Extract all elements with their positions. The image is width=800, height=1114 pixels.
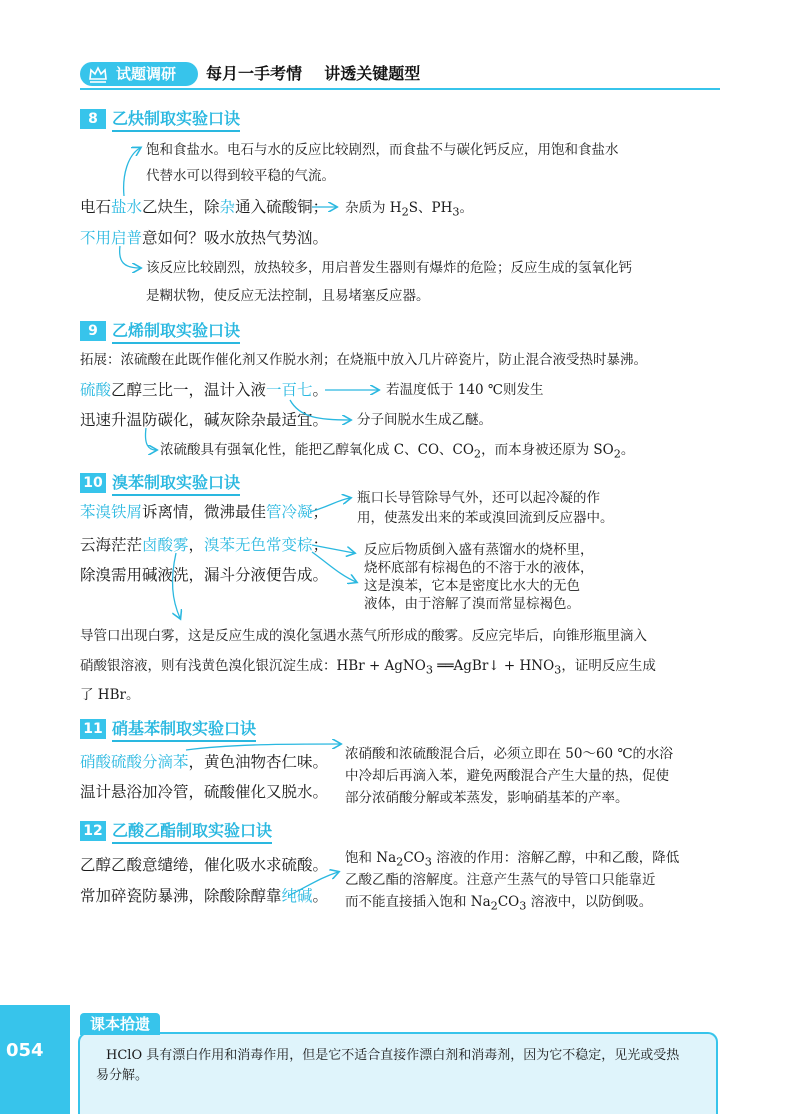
poem-line: 苯溴铁屑诉离情，微沸最佳管冷凝； [80,503,329,521]
note-line: 用，使蒸发出来的苯或溴回流到反应器中。 [357,510,614,526]
footer-text-line: HClO 具有漂白作用和消毒作用，但是它不适合直接作漂白剂和消毒剂，因为它不稳定，见光或受热 [106,1048,680,1063]
note-line: 部分浓硝酸分解或苯蒸发，影响硝基苯的产率。 [345,790,629,806]
note-line: 饱和 $Na_2CO_3$ 溶液的作用：溶解乙醇，中和乙酸，降低 [345,850,680,869]
section-9-heading [80,318,240,340]
paragraph-line: 导管口出现白雾，这是反应生成的溴化氢遇水蒸气所形成的酸雾。反应完毕后，向锥形瓶里滴入 [80,628,647,644]
section-8-heading [80,106,240,128]
poem-line: 常加碎瓷防暴沸，除酸除醇靠纯碱。 [80,887,329,905]
section-10-heading [80,470,240,492]
poem-line: 除溴需用碱液洗，漏斗分液便告成。 [80,566,329,584]
poem-line: 温计悬浴加冷管，硫酸催化又脱水。 [80,783,329,801]
section-number: 11 [80,719,106,739]
note-line: 这是溴苯，它本是密度比水大的无色 [364,578,580,594]
note-line: 该反应比较剧烈，放热较多，用启普发生器则有爆炸的危险；反应生成的氢氧化钙 [146,260,632,276]
section-number: 8 [80,109,106,129]
note-line: 中冷却后再滴入苯，避免两酸混合产生大量的热，促使 [345,768,669,784]
section-title: 乙酸乙酯制取实验口诀 [112,818,272,844]
section-title: 乙炔制取实验口诀 [112,106,240,132]
note-line: 是糊状物，使反应无法控制，且易堵塞反应器。 [146,288,430,304]
note-line: 杂质为 $H_2S$、$PH_3$。 [345,200,474,219]
header-badge-text: 试题调研 [116,65,177,83]
header-divider [80,88,720,90]
poem-line: 硝酸硫酸分滴苯，黄色油物杏仁味。 [80,753,329,771]
note-line: 液体，由于溶解了溴而常显棕褐色。 [364,596,580,612]
crown-icon [86,62,110,86]
paragraph-line: 硝酸银溶液，则有浅黄色溴化银沉淀生成：HBr + AgNO$_3$ ══AgBr↓ + $HNO_3$，证明反应生成 [80,658,656,677]
note-line: 代替水可以得到较平稳的气流。 [146,168,335,184]
poem-line: 乙醇乙酸意缱绻，催化吸水求硫酸。 [80,856,329,874]
poem-line: 硫酸乙醇三比一，温计入液一百七。 [80,381,329,399]
note-line: 浓硝酸和浓硫酸混合后，必须立即在 50～60 ℃的水浴 [345,746,674,762]
footer-label: 课本拾遗 [80,1013,160,1035]
section-number: 12 [80,821,106,841]
note-line: 浓硫酸具有强氧化性，能把乙醇氧化成 C、CO、$CO_2$，而本身被还原为 $SO_2$。 [160,442,635,461]
poem-line: 电石盐水乙炔生，除杂通入硫酸铜； [80,198,329,216]
header-slogan: 每月一手考情 讲透关键题型 [206,64,421,83]
expand-line: 拓展：浓硫酸在此既作催化剂又作脱水剂；在烧瓶中放入几片碎瓷片，防止混合液受热时暴沸。 [80,352,647,368]
header-badge [80,62,198,86]
section-number: 10 [80,473,106,493]
poem-line: 迅速升温防碳化，碱灰除杂最适宜。 [80,411,329,429]
note-line: 而不能直接插入饱和 $Na_2CO_3$ 溶液中，以防倒吸。 [345,894,653,913]
section-title: 溴苯制取实验口诀 [112,470,240,496]
paragraph-line: 了 HBr。 [80,687,140,703]
note-line: 烧杯底部有棕褐色的不溶于水的液体， [364,560,594,576]
note-line: 乙酸乙酯的溶解度。注意产生蒸气的导管口只能靠近 [345,872,656,888]
note-line: 若温度低于 140 ℃则发生 [386,382,544,398]
note-line: 瓶口长导管除导气外，还可以起冷凝的作 [357,490,600,506]
section-title: 乙烯制取实验口诀 [112,318,240,344]
note-line: 饱和食盐水。电石与水的反应比较剧烈，而食盐不与碳化钙反应，用饱和食盐水 [146,142,619,158]
section-11-heading [80,716,256,738]
section-12-heading [80,818,272,840]
note-line: 分子间脱水生成乙醚。 [357,412,492,428]
section-title: 硝基苯制取实验口诀 [112,716,256,742]
note-line: 反应后物质倒入盛有蒸馏水的烧杯里， [364,542,594,558]
footer-text-line: 易分解。 [96,1068,149,1083]
page-number: 054 [6,1040,44,1061]
poem-line: 不用启普意如何？吸水放热气势汹。 [80,229,329,247]
poem-line: 云海茫茫卤酸雾，溴苯无色常变棕； [80,536,329,554]
section-number: 9 [80,321,106,341]
